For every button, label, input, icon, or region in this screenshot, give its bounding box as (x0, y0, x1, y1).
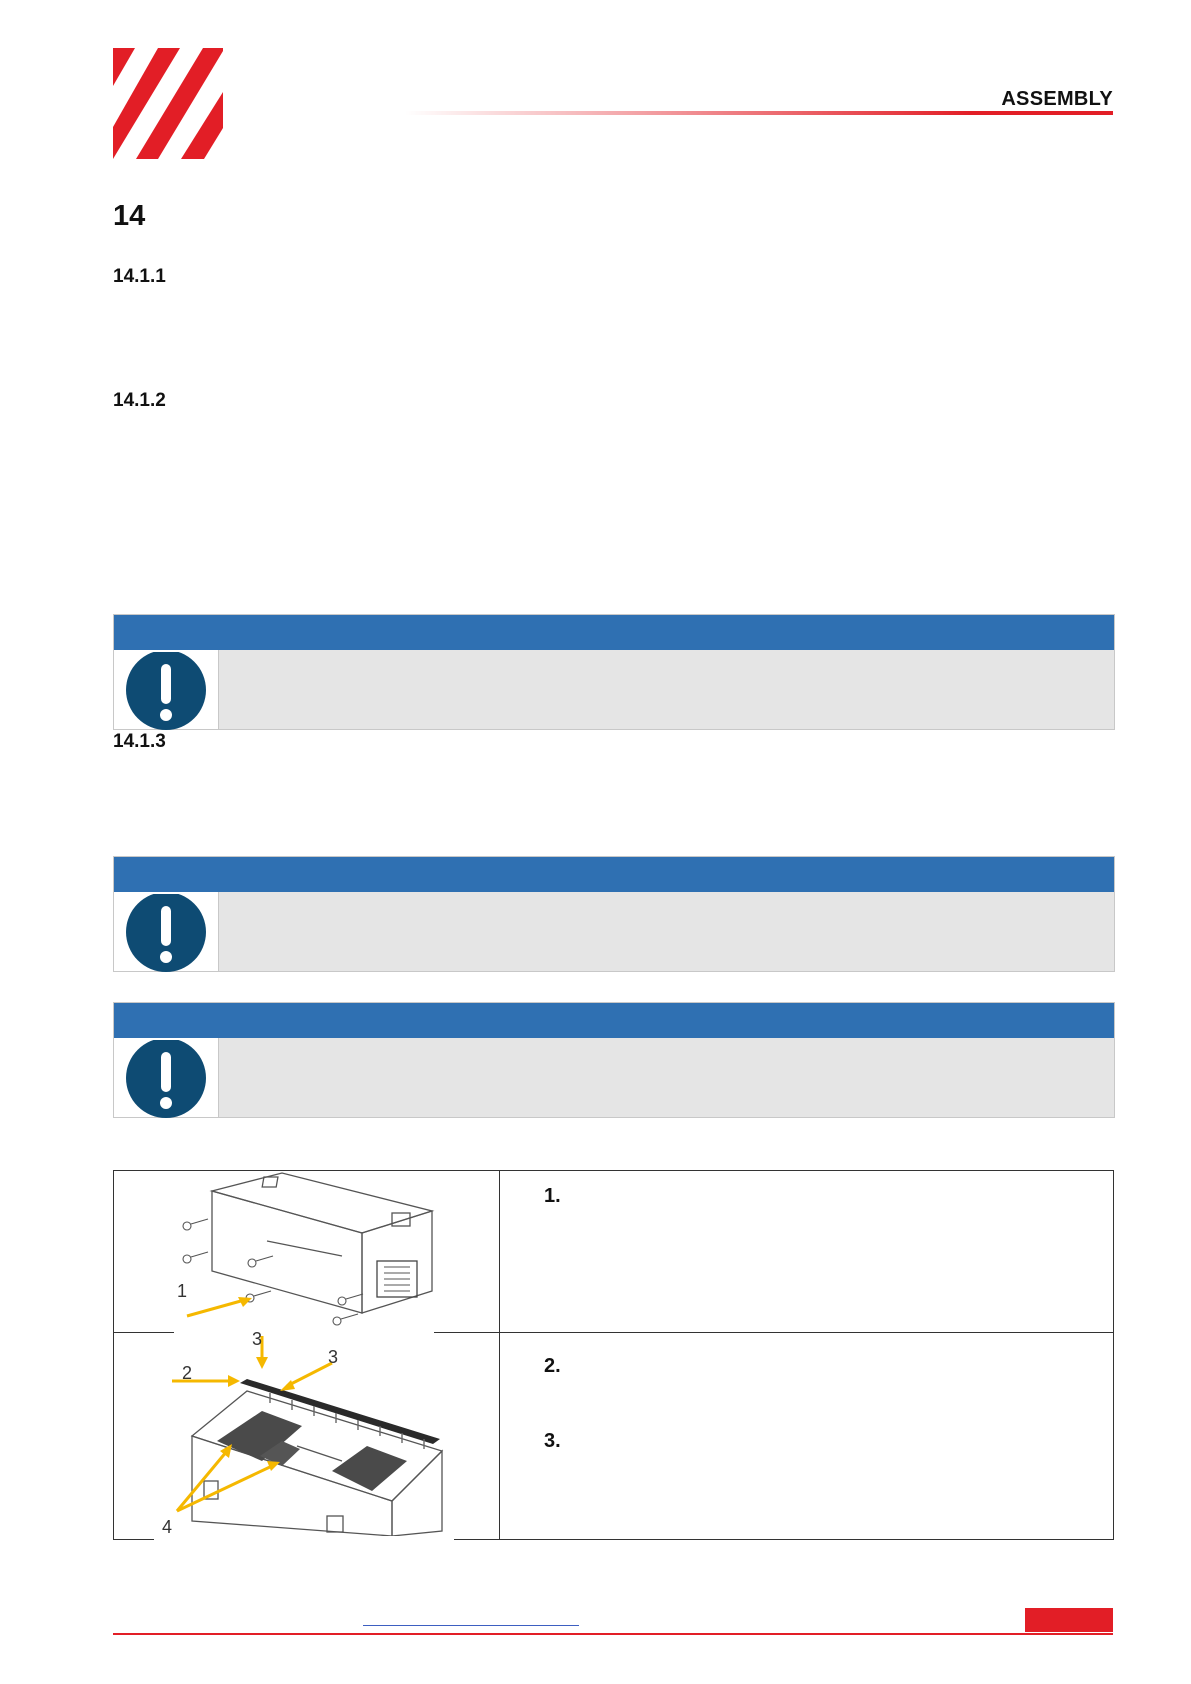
exclamation-icon (125, 894, 207, 976)
subsection-heading-2: 14.1.2 (113, 390, 166, 411)
footer-divider (113, 1633, 1113, 1635)
subsection-heading-3: 14.1.3 (113, 731, 166, 752)
notice-header-bar (114, 857, 1114, 892)
notice-header-bar (114, 1003, 1114, 1038)
step-number-1: 1. (544, 1185, 561, 1207)
callout-label: 1 (177, 1281, 188, 1301)
notice-icon-cell (114, 650, 219, 729)
notice-box-1 (113, 614, 1115, 730)
callout-label: 3 (252, 1331, 263, 1349)
notice-icon-cell (114, 892, 219, 971)
page-badge (1025, 1608, 1113, 1632)
figure-cabinet-open-rail (152, 1331, 472, 1536)
notice-box-2 (113, 856, 1115, 972)
header-divider (405, 111, 1113, 115)
notice-icon-cell (114, 1038, 219, 1117)
step-number-3: 3. (544, 1430, 561, 1452)
footer-link-underline[interactable] (363, 1625, 579, 1626)
callout-label: 3 (328, 1347, 339, 1367)
chapter-heading: 14 (113, 200, 146, 232)
step-number-2: 2. (544, 1355, 561, 1377)
callout-label: 4 (162, 1517, 173, 1536)
notice-header-bar (114, 615, 1114, 650)
brand-logo (113, 48, 223, 159)
figure-cabinet-top-panel (172, 1171, 462, 1331)
callout-label: 2 (182, 1363, 193, 1383)
exclamation-icon (125, 652, 207, 734)
subsection-heading-1: 14.1.1 (113, 266, 166, 287)
assembly-steps-table (113, 1170, 1114, 1540)
exclamation-icon (125, 1040, 207, 1122)
header-section-title: ASSEMBLY (1001, 88, 1113, 110)
notice-box-3 (113, 1002, 1115, 1118)
